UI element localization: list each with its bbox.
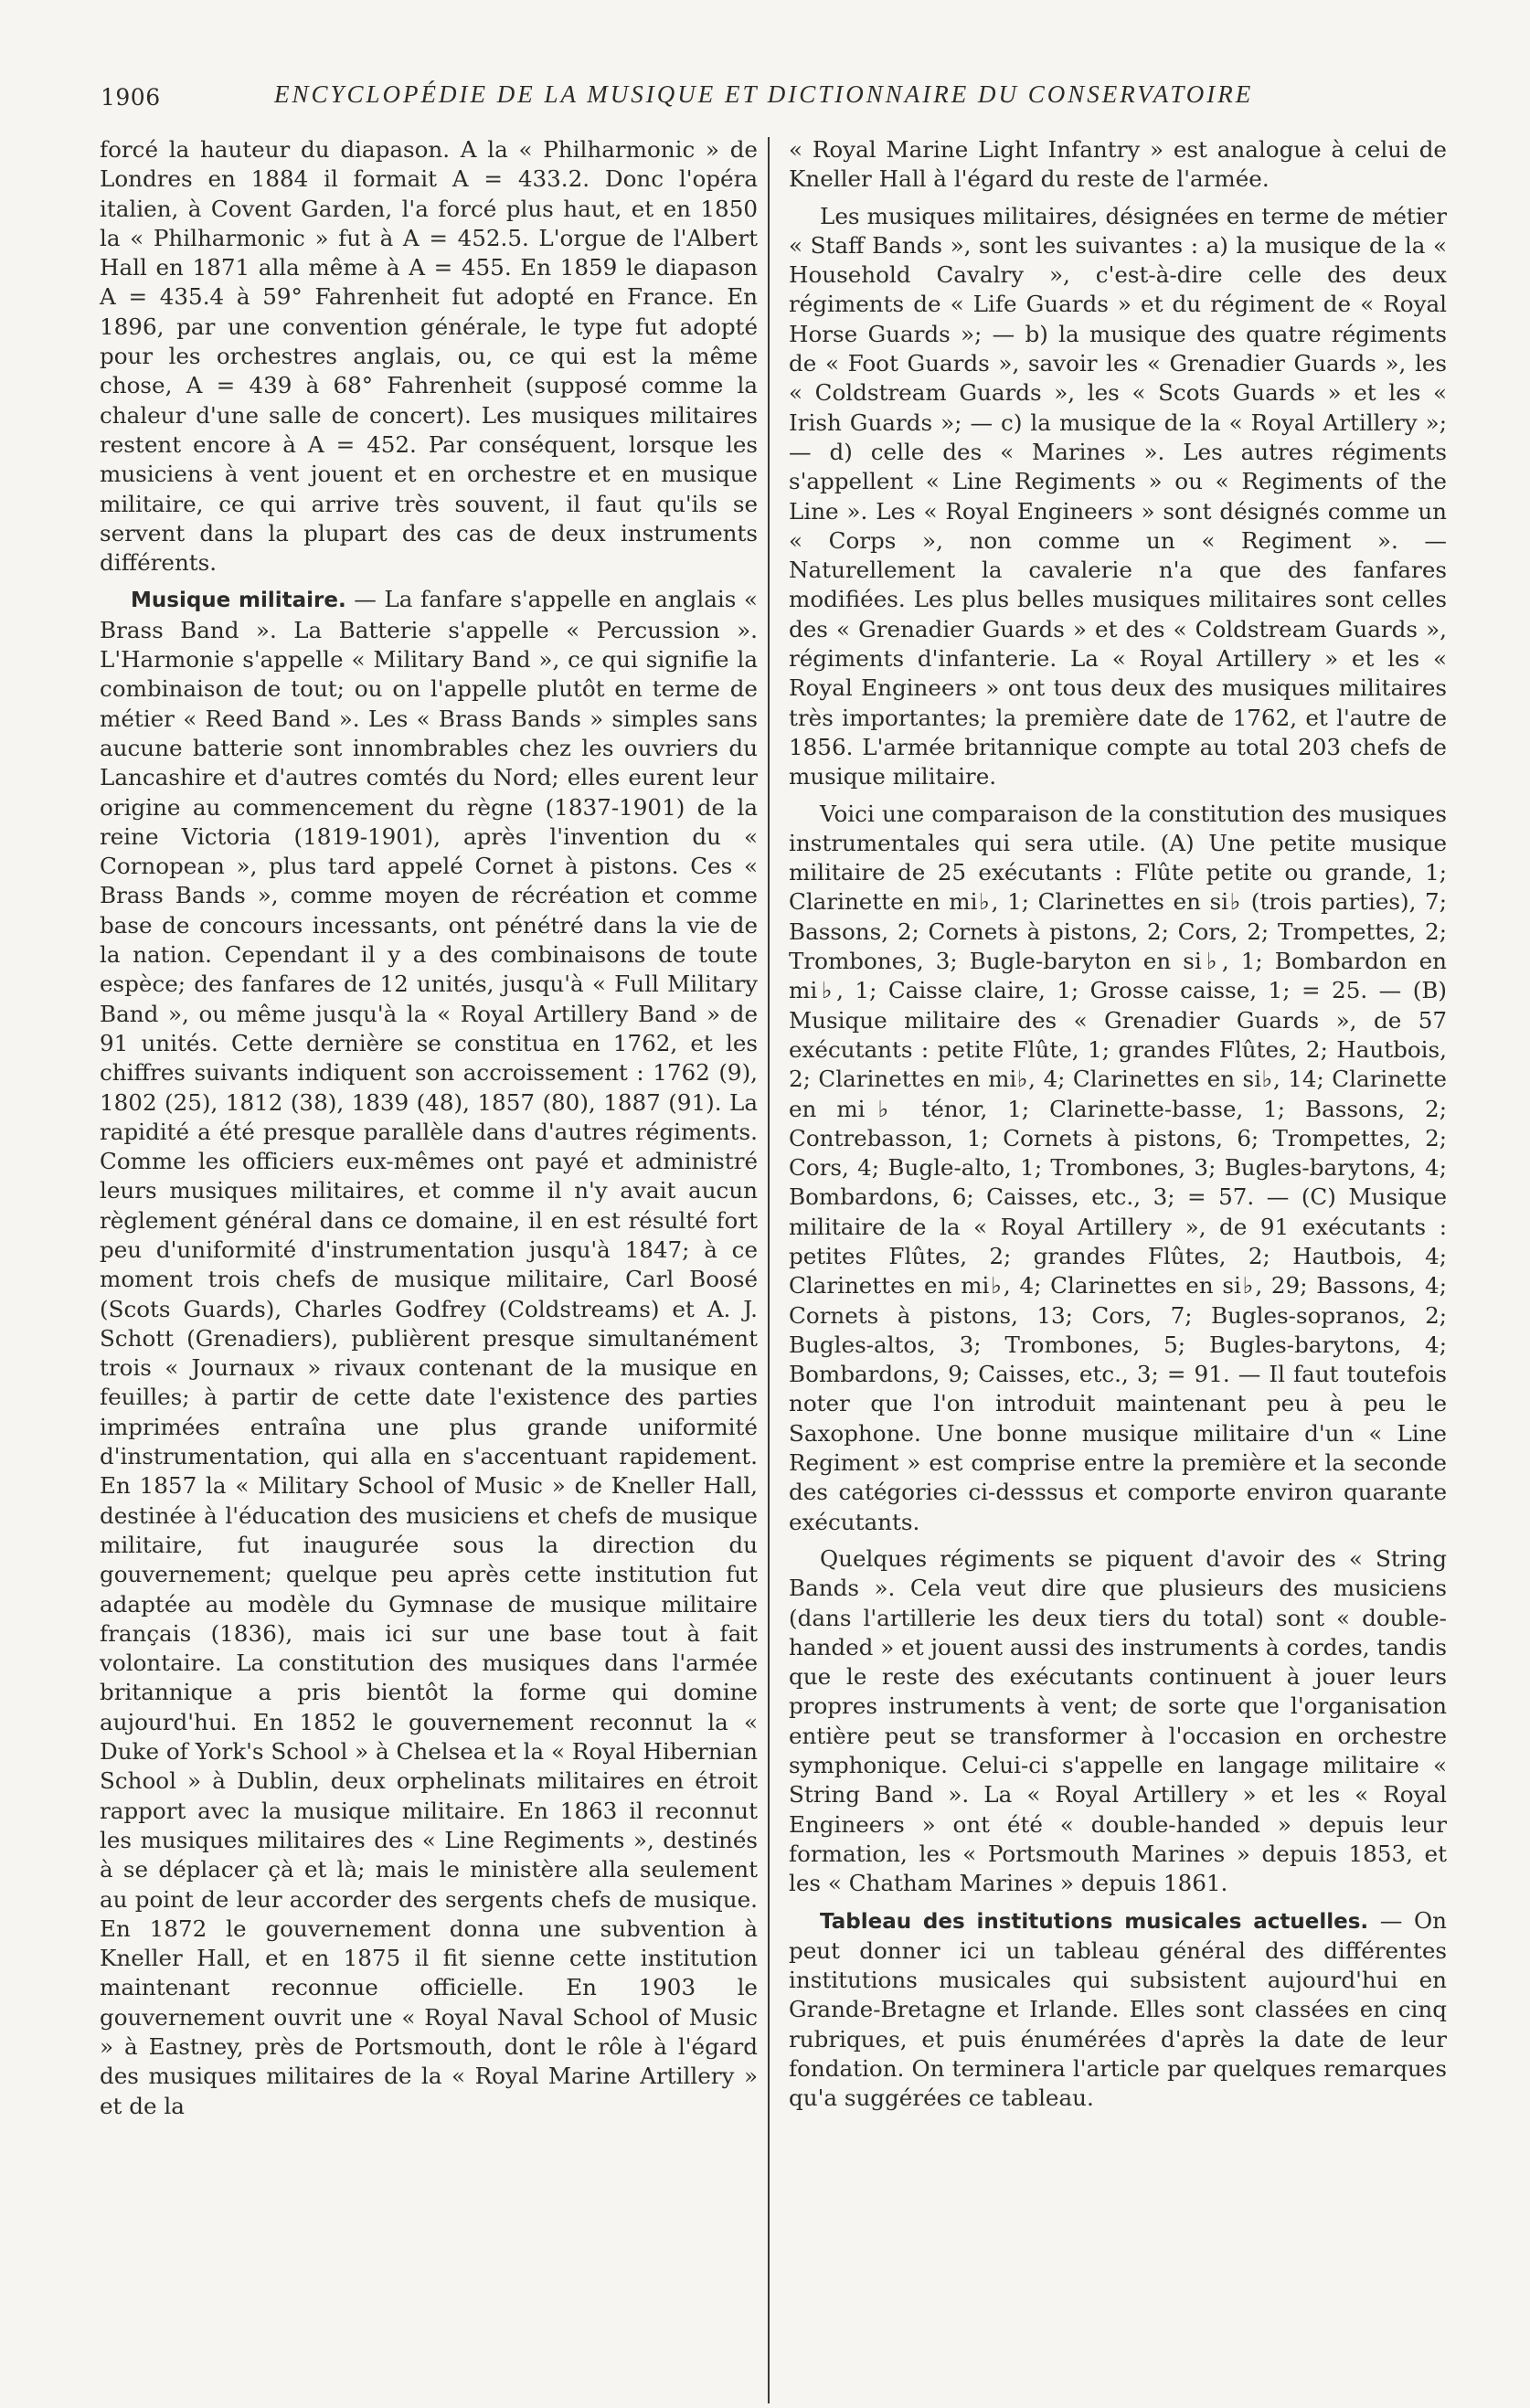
paragraph-body: — On peut donner ici un tableau général des différentes institutions musicales qui subsistent aujourd'hui en Grande-Bretagne et Irlande. Elles sont classées en cinq rubriques, et puis énumérées d'après la date de leur fondation. On terminera l'article par quelques remarques qu'a suggérées ce tableau. xyxy=(789,1906,1448,2112)
paragraph-body: — La fanfare s'appelle en anglais « Brass Band ». La Batterie s'appelle « Percussion ». L'Harmonie s'appelle « Military Band », ce qui signifie la combinaison de tout; ou on l'appelle plutôt en terme de métier « Reed Band ». Les « Brass Bands » simples sans aucune batterie sont innombrables chez les ouvriers du Lancashire et d'autres comtés du Nord; elles eurent leur origine au commencement du règne (1837-1901) de la reine Victoria (1819-1901), après l'invention du « Cornopean », plus tard appelé Cornet à pistons. Ces « Brass Bands », comme moyen de récréation et comme base de concours incessants, ont pénétré dans la vie de la nation. Cependant il y a des combinaisons de toute espèce; des fanfares de 12 unités, jusqu'à « Full Military Band », ou même jusqu'à la « Royal Artillery Band » de 91 unités. Cette dernière se constitua en 1762, et les chiffres suivants indiquent son accroissement : 1762 (9), 1802 (25), 1812 (38), 1839 (48), 1857 (80), 1887 (91). La rapidité a été presque parallèle dans d'autres régiments. Comme les officiers eux-mêmes ont payé et administré leurs musiques militaires, et comme il n'y avait aucun règlement général dans ce domaine, il en est résulté fort peu d'uniformité d'instrumentation jusqu'à 1847; à ce moment trois chefs de musique militaire, Carl Boosé (Scots Guards), Charles Godfrey (Coldstreams) et A. J. Schott (Grenadiers), publièrent presque simultanément trois « Journaux » rivaux contenant de la musique en feuilles; à partir de cette date l'existence des parties imprimées entraîna une plus grande uniformité d'instrumentation, qui alla en s'accentuant rapidement. En 1857 la « Military School of Music » de Kneller Hall, destinée à l'éducation des musiciens et chefs de musique militaire, fut inaugurée sous la direction du gouvernement; quelque peu après cette institution fut adaptée au modèle du Gymnase de musique militaire français (1836), mais ici sur une base tout à fait volontaire. La constitution des musiques dans l'armée britannique a pris bientôt la forme qui domine aujourd'hui. En 1852 le gouvernement reconnut la « Duke of York's School » à Chelsea et la « Royal Hibernian School » à Dublin, deux orphelinats militaires en étroit rapport avec la musique militaire. En 1863 il reconnut les musiques militaires des « Line Regiments », destinés à se déplacer çà et là; mais le ministère alla seulement au point de leur accorder des sergents chefs de musique. En 1872 le gouvernement donna une subvention à Kneller Hall, et en 1875 il fit sienne cette institution maintenant reconnue officielle. En 1903 le gouvernement ouvrit une « Royal Naval School of Music » à Eastney, près de Portsmouth, dont le rôle à l'égard des musiques militaires de la « Royal Marine Artillery » et de la xyxy=(100,586,758,2119)
paragraph-comparaison: Voici une comparaison de la constitution des musiques instrumentales qui sera utile. (A) Une petite musique militaire de 25 exécutants : Flûte petite ou grande, 1; Clarinette en mi♭, 1; Clarinettes en si♭ (trois parties), 7; Bassons, 2; Cornets à pistons, 2; Cors, 2; Trompettes, 2; Trombones, 3; Bugle-baryton en si♭, 1; Bombardon en mi♭, 1; Caisse claire, 1; Grosse caisse, 1; = 25. — (B) Musique militaire des « Grenadier Guards », de 57 exécutants : petite Flûte, 1; grandes Flûtes, 2; Hautbois, 2; Clarinettes en mi♭, 4; Clarinettes en si♭, 14; Clarinette en mi♭ ténor, 1; Clarinette-basse, 1; Bassons, 2; Contrebasson, 1; Cornets à pistons, 6; Trompettes, 2; Cors, 4; Bugle-alto, 1; Trombones, 3; Bugles-barytons, 4; Bombardons, 6; Caisses, etc., 3; = 57. — (C) Musique militaire de la « Royal Artillery », de 91 exécutants : petites Flûtes, 2; grandes Flûtes, 2; Hautbois, 4; Clarinettes en mi♭, 4; Clarinettes en si♭, 29; Bassons, 4; Cornets à pistons, 13; Cors, 7; Bugles-sopranos, 2; Bugles-altos, 3; Trombones, 5; Bugles-barytons, 4; Bombardons, 9; Caisses, etc., 3; = 91. — Il faut toutefois noter que l'on introduit maintenant peu à peu le Saxophone. Une bonne musique militaire d'un « Line Regiment » est comprise entre la première et la seconde des catégories ci-desssus et comporte environ quarante exécutants. xyxy=(789,800,1447,1535)
section-heading-musique-militaire: Musique militaire. xyxy=(131,589,346,613)
paragraph-staff-bands: Les musiques militaires, désignées en terme de métier « Staff Bands », sont les suivantes : a) la musique de la « Household Cavalry », c'est-à-dire celle des deux régiments de « Life Guards » et du régiment de « Royal Horse Guards »; — b) la musique des quatre régiments de « Foot Guards », savoir les « Grenadier Guards », les « Coldstream Guards », les « Scots Guards » et les « Irish Guards »; — c) la musique de la « Royal Artillery »; — d) celle des « Marines ». Les autres régiments s'appellent « Line Regiments » ou « Regiments of the Line ». Les « Royal Engineers » sont désignés comme un « Corps », non comme un « Regiment ». — Naturellement la cavalerie n'a que des fanfares modifiées. Les plus belles musiques militaires sont celles des « Grenadier Guards » et des « Coldstream Guards », régiments d'infanterie. La « Royal Artillery » et les « Royal Engineers » ont tous deux des musiques militaires très importantes; la première date de 1762, et l'autre de 1856. L'armée britannique compte au total 203 chefs de musique militaire. xyxy=(789,202,1447,790)
page-header xyxy=(101,79,1316,111)
page-number: 1906 xyxy=(101,84,161,111)
running-title: ENCYCLOPÉDIE DE LA MUSIQUE ET DICTIONNAIRE DU CONSERVATOIRE xyxy=(274,80,1254,108)
paragraph-tableau xyxy=(789,1906,1447,2114)
left-column xyxy=(100,135,758,2128)
column-divider xyxy=(768,137,770,2403)
paragraph-continuation: « Royal Marine Light Infantry » est analogue à celui de Kneller Hall à l'égard du reste de l'armée. xyxy=(789,136,1447,193)
section-heading-tableau: Tableau des institutions musicales actuelles. xyxy=(820,1909,1369,1934)
right-column xyxy=(789,135,1447,2121)
paragraph-diapason: forcé la hauteur du diapason. A la « Philharmonic » de Londres en 1884 il formait A = 433.2. Donc l'opéra italien, à Covent Garden, l'a forcé plus haut, et en 1850 la « Philharmonic » fut à A = 452.5. L'orgue de l'Albert Hall en 1871 alla même à A = 455. En 1859 le diapason A = 435.4 à 59° Fahrenheit fut adopté en France. En 1896, par une convention générale, le type fut adopté pour les orchestres anglais, ou, ce qui est la même chose, A = 439 à 68° Fahrenheit (supposé comme la chaleur d'une salle de concert). Les musiques militaires restent encore à A = 452. Par conséquent, lorsque les musiciens à vent jouent et en orchestre et en musique militaire, ce qui arrive très souvent, il faut qu'ils se servent dans la plupart des cas de deux instruments différents. xyxy=(100,136,758,577)
paragraph-string-bands: Quelques régiments se piquent d'avoir des « String Bands ». Cela veut dire que plusieurs des musiciens (dans l'artillerie les deux tiers du total) sont « double-handed » et jouent aussi des instruments à cordes, tandis que le reste des exécutants continuent à jouer leurs propres instruments à vent; de sorte que l'organisation entière peut se transformer à l'occasion en orchestre symphonique. Celui-ci s'appelle en langage militaire « String Band ». La « Royal Artillery » et les « Royal Engineers » ont été « double-handed » depuis leur formation, les « Portsmouth Marines » depuis 1853, et les « Chatham Marines » depuis 1861. xyxy=(789,1544,1447,1897)
paragraph-musique-militaire xyxy=(100,585,758,2120)
